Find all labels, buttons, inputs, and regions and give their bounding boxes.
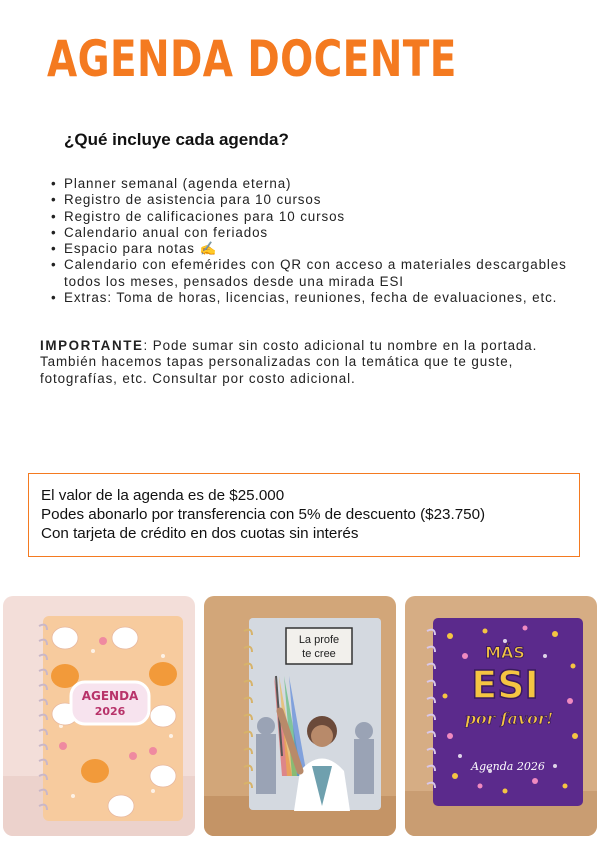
feature-item: • Calendario anual con feriados <box>64 225 584 241</box>
cover-photo-profe <box>204 596 396 836</box>
feature-item: • Espacio para notas ✍️ <box>64 241 584 257</box>
esi-cover-mas: MÁS <box>485 643 525 662</box>
feature-item: • Calendario con efemérides con QR con acceso a materiales descargables todos los meses, pensados desde una mirada ESI <box>64 257 584 290</box>
cover-photo-esi <box>405 596 597 836</box>
cover-photo-cats <box>3 596 195 836</box>
transfer-discount-line: Podes abonarlo por transferencia con 5% de descuento ($23.750) <box>41 506 486 523</box>
feature-item: • Planner semanal (agenda eterna) <box>64 176 584 192</box>
cats-cover-title: AGENDA <box>81 689 139 703</box>
important-text: : Pode sumar sin costo adicional tu nombre en la portada. <box>143 338 538 353</box>
cats-cover-year: 2026 <box>94 705 126 718</box>
esi-cover-image <box>405 596 597 836</box>
esi-cover-agenda-2026: Agenda 2026 <box>471 760 545 773</box>
price-box <box>28 473 580 557</box>
important-note <box>40 338 580 387</box>
features-list <box>64 176 584 306</box>
esi-cover-esi: ESI <box>471 663 539 707</box>
important-label: IMPORTANTE <box>40 338 144 353</box>
feature-item: • Extras: Toma de horas, licencias, reuniones, fecha de evaluaciones, etc. <box>64 290 584 306</box>
esi-cover-por-favor: por favor! <box>464 709 554 728</box>
profe-cover-title-line1: La profe <box>298 634 340 646</box>
page-title: AGENDA DOCENTE <box>47 30 457 88</box>
feature-item: • Registro de calificaciones para 10 cursos <box>64 209 584 225</box>
section-subtitle: ¿Qué incluye cada agenda? <box>64 130 289 149</box>
cats-cover-image <box>3 596 195 836</box>
profe-cover-title-line2: te cree <box>302 648 336 660</box>
credit-card-line: Con tarjeta de crédito en dos cuotas sin interés <box>41 525 359 542</box>
profe-cover-image <box>204 596 396 836</box>
feature-item: • Registro de asistencia para 10 cursos <box>64 192 584 208</box>
custom-covers-text: También hacemos tapas personalizadas con la temática que te guste, fotografías, etc. Consultar por costo adicional. <box>40 354 514 386</box>
price-line: El valor de la agenda es de $25.000 <box>41 487 285 504</box>
